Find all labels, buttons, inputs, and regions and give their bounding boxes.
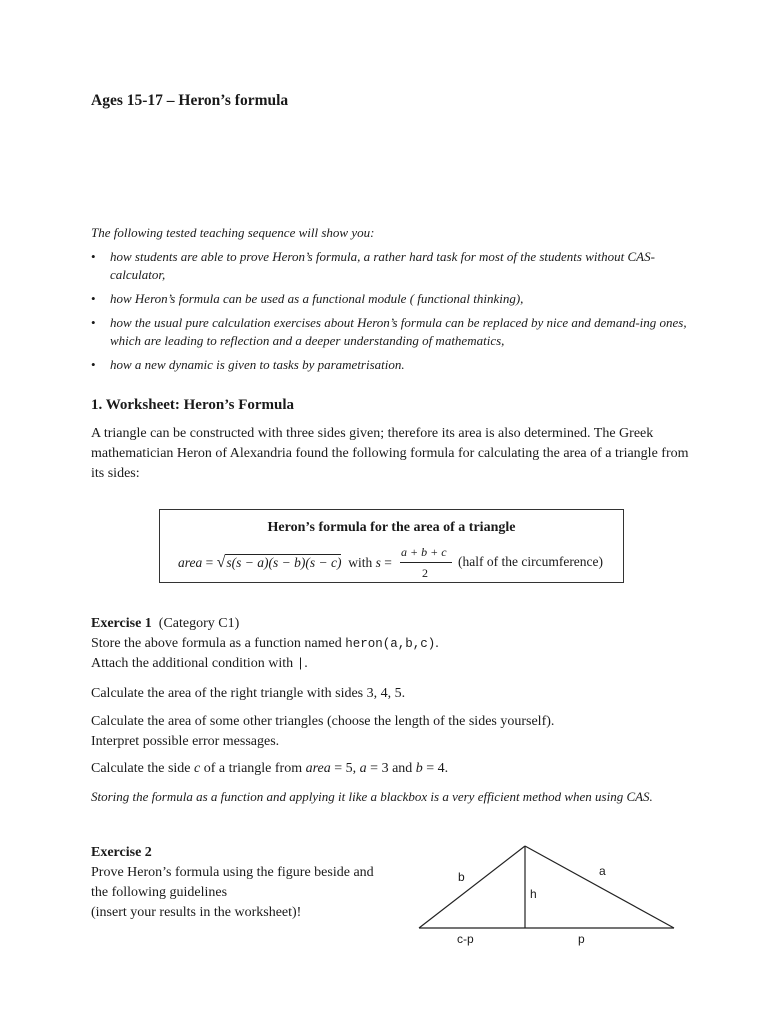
bullet-text: how a new dynamic is given to tasks by parametrisation. [110, 357, 405, 372]
label-b: b [458, 870, 465, 884]
exercise1-p2: Calculate the area of the right triangle with sides 3, 4, 5. [91, 686, 406, 701]
exercise1-p3-line1: Calculate the area of some other triangles (choose the length of the sides yourself). [91, 714, 555, 729]
formula-box-title: Heron’s formula for the area of a triangle [267, 520, 516, 535]
label-a: a [599, 864, 606, 878]
label-h: h [530, 887, 537, 901]
formula-box [159, 509, 624, 583]
bullet-icon: • [91, 249, 96, 264]
method-note: Storing the formula as a function and applying it like a blackbox is a very efficient method when using CAS. [91, 789, 653, 804]
triangle-diagram [410, 835, 690, 955]
exercise2-line2: the following guidelines [91, 885, 228, 900]
exercise1-p4 [91, 759, 711, 779]
fraction-bar [400, 562, 452, 563]
p4-text: Calculate the side [91, 761, 195, 776]
condition-operator-code: | [296, 657, 305, 671]
triangle-figure [410, 835, 690, 955]
bullet-icon: • [91, 291, 96, 306]
bullet-icon: • [91, 315, 96, 330]
exercise2-line3: (insert your results in the worksheet)! [91, 905, 302, 920]
bullet-text: how students are able to prove Heron’s formula, a rather hard task for most of the students without CAS-calculator, [110, 249, 655, 282]
label-p: p [578, 932, 585, 946]
p4-text: = 5, [330, 761, 360, 776]
intro-text: The following tested teaching sequence will show you: [91, 225, 375, 240]
label-c-p: c-p [457, 932, 474, 946]
section-heading: 1. Worksheet: Heron’s Formula [91, 397, 295, 413]
p4-text: of a triangle from [200, 761, 306, 776]
radicand: s(s − a)(s − b)(s − c) [226, 555, 342, 570]
exercise2-block [91, 843, 411, 923]
exercise1-heading: Exercise 1 [91, 616, 152, 631]
formula-note: (half of the circumference) [458, 554, 604, 569]
p4-text: = 3 and [366, 761, 416, 776]
bullet-icon: • [91, 357, 96, 372]
bullet-text: how Heron’s formula can be used as a functional module ( functional thinking), [110, 291, 524, 306]
var-a: a [359, 761, 367, 776]
exercise1-heading-line [91, 614, 711, 634]
side-b-line [419, 846, 525, 928]
period: . [435, 636, 439, 651]
with-word: with [348, 555, 373, 570]
s-label: s [375, 555, 381, 570]
exercise1-block [91, 614, 711, 674]
exercise1-line2 [91, 654, 711, 674]
function-name-code: heron(a,b,c) [345, 637, 436, 651]
exercise1-line1 [91, 634, 711, 654]
exercise2-heading: Exercise 2 [91, 845, 152, 860]
exercise1-p3 [91, 712, 711, 752]
area-label: area [178, 555, 203, 570]
side-a-line [525, 846, 674, 928]
bullet-list [91, 248, 701, 380]
fraction-numerator: a + b + c [401, 545, 447, 559]
equals-sign: = [202, 555, 217, 570]
p4-text: = 4. [422, 761, 449, 776]
formula-line: area = √s(s − a)(s − b)(s − c) with s = [178, 554, 392, 571]
var-b: b [415, 761, 423, 776]
exercise1-p3-line2: Interpret possible error messages. [91, 734, 280, 749]
list-item [91, 314, 701, 350]
fraction-denominator: 2 [422, 566, 428, 580]
bullet-text: how the usual pure calculation exercises about Heron’s formula can be replaced by nice and demand-ing ones, which are leading to reflection and a deeper understanding of mathematics, [110, 315, 687, 348]
exercise1-category: (Category C1) [158, 616, 240, 631]
list-item [91, 248, 701, 284]
period: . [304, 656, 308, 671]
sqrt-icon: √ [216, 554, 226, 571]
exercise1-line1-text: Store the above formula as a function named [91, 636, 346, 651]
var-area: area [305, 761, 331, 776]
page-title: Ages 15-17 – Heron’s formula [91, 92, 289, 109]
exercise1-line2-text: Attach the additional condition with [91, 656, 297, 671]
intro-paragraph: A triangle can be constructed with three sides given; therefore its area is also determined. The Greek mathematician Heron of Alexandria found the following formula for calculating the area of a triangle from its sides: [91, 426, 689, 481]
var-c: c [194, 761, 201, 776]
list-item [91, 356, 701, 374]
exercise2-line1: Prove Heron’s formula using the figure beside and [91, 865, 374, 880]
list-item [91, 290, 701, 308]
